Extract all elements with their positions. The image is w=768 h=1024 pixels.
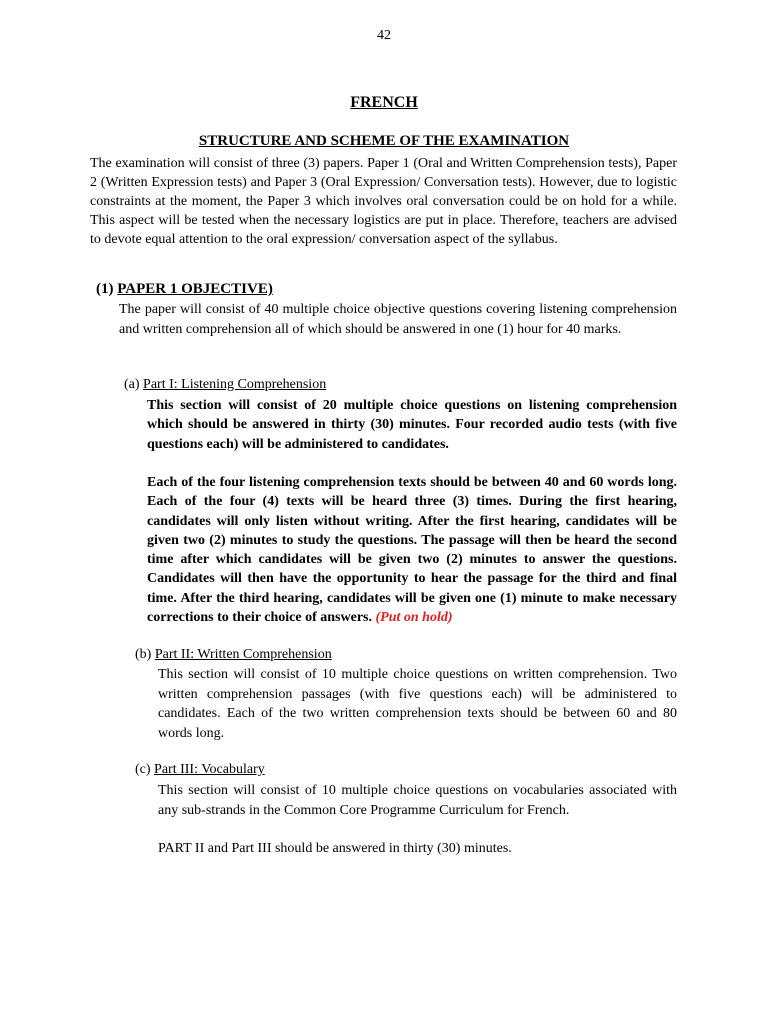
put-on-hold-note: (Put on hold) — [375, 610, 453, 626]
page-title: FRENCH — [350, 94, 418, 111]
part-c-label — [135, 762, 265, 778]
paper1-number: (1) — [96, 281, 114, 297]
intro-paragraph: The examination will consist of three (3) papers. Paper 1 (Oral and Written Comprehension tests), Paper 2 (Written Expression tests) and Paper 3 (Oral Expression/ Conversation tests). However, due to logistic constraints at the moment, the Paper 3 which involves oral conversation could be on hold for a while. This aspect will be tested when the necessary logistics are put in place. Therefore, teachers are advised to devote equal attention to the oral expression/ conversation aspect of the syllabus. — [90, 156, 677, 247]
part-b-title: Part II: Written Comprehension — [154, 647, 332, 662]
part-b-label — [135, 647, 332, 663]
part-a-paragraph-2-text: Each of the four listening comprehension texts should be between 40 and 60 words long. Each of the four (4) texts will be heard three (3) times. During the first hearing, candidates will only listen without writing. After the first hearing, candidates will be given two (2) minutes to study the questions. The passage will then be heard the second time after which candidates will be given two (2) minutes to answer the questions. Candidates will then have the opportunity to hear the passage for the third and final time. After the third hearing, candidates will be given one (1) minute to make necessary corrections to their choice of answers. — [147, 475, 677, 626]
paper1-heading — [96, 281, 273, 298]
part-c-letter: (c) — [135, 762, 151, 777]
part-b-letter: (b) — [135, 647, 152, 662]
part-a-paragraph-1: This section will consist of 20 multiple choice questions on listening comprehension which should be answered in thirty (30) minutes. Four recorded audio tests (with five questions each) will be administered to candidates. — [147, 398, 677, 452]
part-b-body: This section will consist of 10 multiple choice questions on written comprehension. Two written comprehension passages (with five questions each) will be administered to candidates. Each of the two written comprehension texts should be between 60 and 80 words long. — [158, 667, 677, 741]
section-subtitle: STRUCTURE AND SCHEME OF THE EXAMINATION — [198, 133, 570, 149]
part-c-note: PART II and Part III should be answered in thirty (30) minutes. — [158, 841, 512, 856]
page-number: 42 — [377, 28, 391, 43]
part-c-body: This section will consist of 10 multiple choice questions on vocabularies associated with any sub-strands in the Common Core Programme Curriculum for French. — [158, 783, 677, 818]
part-a-title: Part I: Listening Comprehension — [143, 377, 327, 392]
part-a-paragraph-2 — [147, 473, 677, 627]
paper1-heading-text: PAPER 1 OBJECTIVE) — [117, 281, 273, 297]
part-a-label — [124, 377, 326, 393]
paper1-body: The paper will consist of 40 multiple choice objective questions covering listening comprehension and written comprehension all of which should be answered in one (1) hour for 40 marks. — [119, 302, 677, 337]
part-c-title: Part III: Vocabulary — [154, 762, 265, 777]
part-a-letter: (a) — [124, 377, 140, 392]
